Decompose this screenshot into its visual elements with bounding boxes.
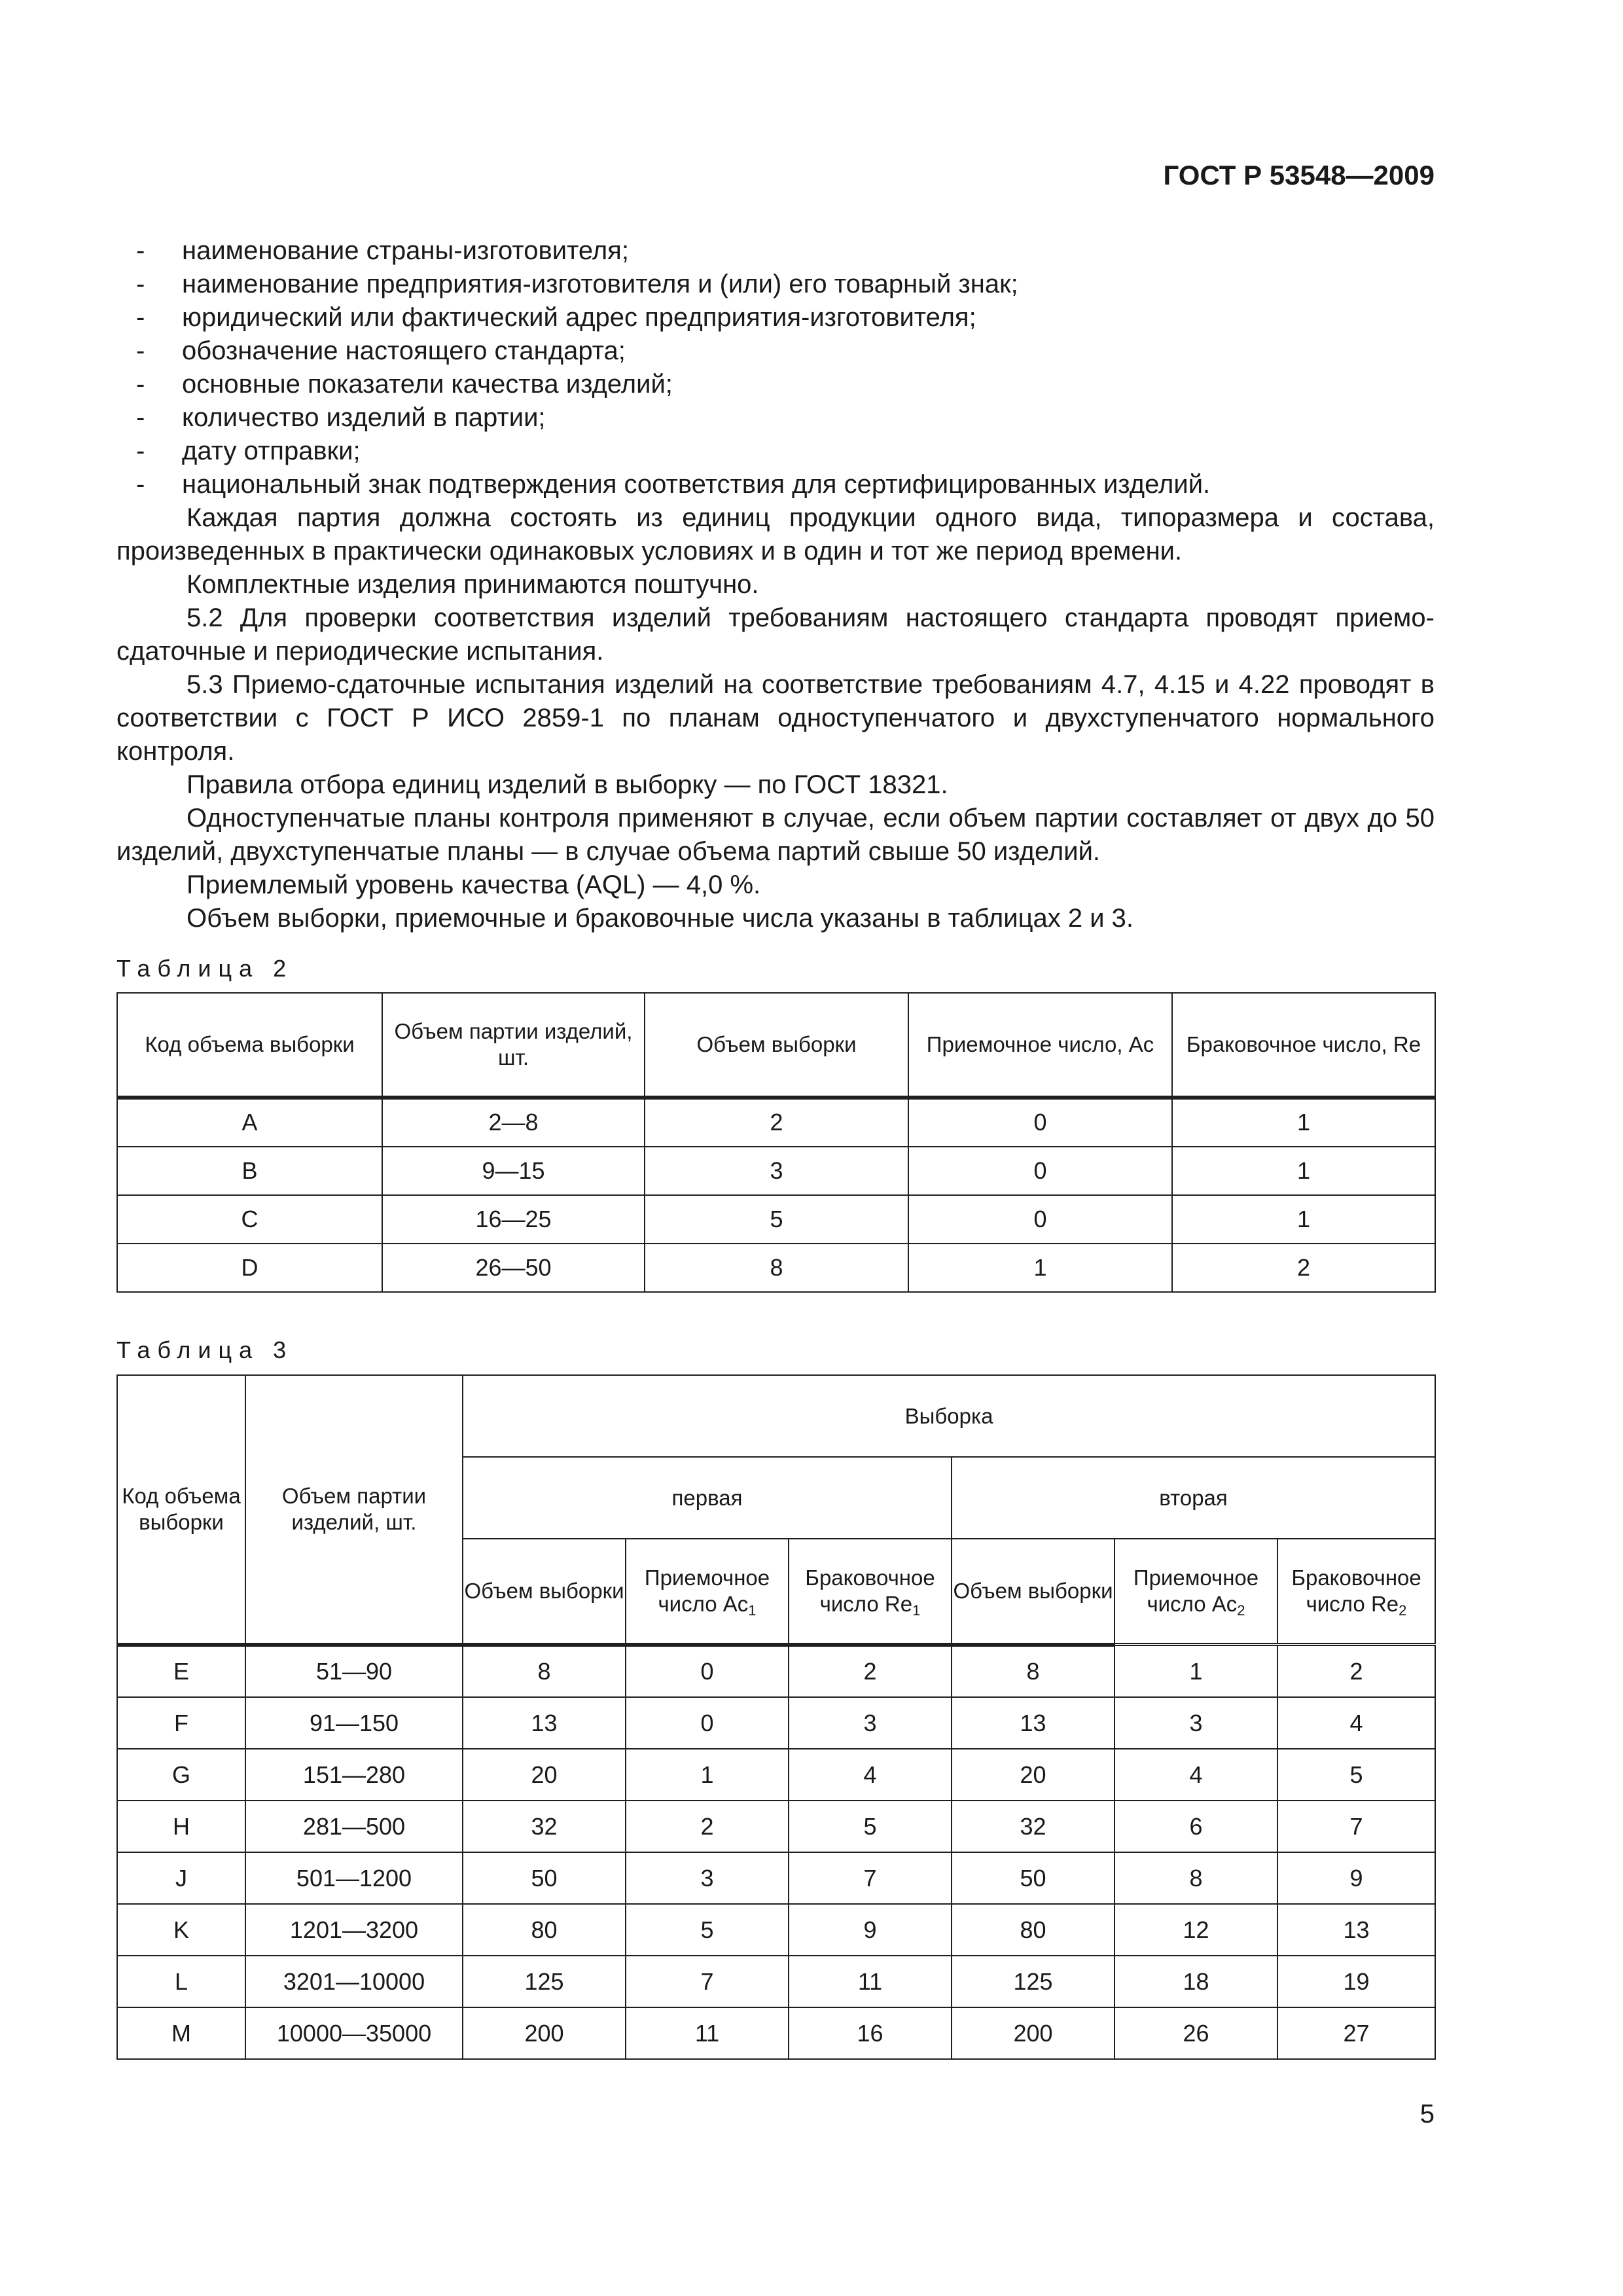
- table-cell: 6: [1115, 1801, 1277, 1852]
- table-2-header: Браковочное число, Re: [1172, 993, 1435, 1096]
- table-cell: 11: [626, 2007, 789, 2059]
- table-row: [117, 1801, 1435, 1852]
- table-cell: 8: [1115, 1852, 1277, 1904]
- table-cell: 0: [626, 1697, 789, 1749]
- list-item-text: наименование страны-изготовителя;: [182, 236, 629, 265]
- table-3-subheader: [789, 1539, 952, 1643]
- table-row: [117, 1645, 1435, 1697]
- table-cell: 3: [1115, 1697, 1277, 1749]
- table-cell: 19: [1277, 1956, 1435, 2007]
- table-cell: B: [117, 1147, 382, 1195]
- table-cell: 13: [952, 1697, 1115, 1749]
- bullet-mark: -: [136, 370, 145, 399]
- table-cell: 8: [463, 1645, 626, 1697]
- table-row: [117, 1904, 1435, 1956]
- table-2-header: Приемочное число, Ac: [908, 993, 1172, 1096]
- paragraph: Каждая партия должна состоять из единиц продукции одного вида, типоразмера и состава, произведенных в практически одинаковых условиях и в один и тот же период времени.: [116, 503, 1435, 565]
- table-cell: 281—500: [245, 1801, 463, 1852]
- table-3-code-header: Код объема выборки: [117, 1375, 245, 1643]
- table-2-caption: Таблица 2: [116, 955, 294, 982]
- table-cell: 1: [1172, 1147, 1435, 1195]
- table-cell: 3: [645, 1147, 908, 1195]
- subheader-text: Приемочное число Ac: [644, 1565, 770, 1616]
- table-cell: 2: [1172, 1244, 1435, 1292]
- table-3-header-row: [117, 1375, 1435, 1457]
- subheader-text: Браковочное число Re: [805, 1565, 935, 1616]
- bullet-mark: -: [136, 303, 145, 332]
- list-item-text: обозначение настоящего стандарта;: [182, 336, 626, 365]
- table-cell: K: [117, 1904, 245, 1956]
- table-row: [117, 1244, 1435, 1292]
- table-cell: 1: [908, 1244, 1172, 1292]
- table-cell: 5: [789, 1801, 952, 1852]
- list-item: [116, 301, 1435, 334]
- table-row: [117, 1098, 1435, 1147]
- list-item: [116, 468, 1435, 501]
- table-cell: 26: [1115, 2007, 1277, 2059]
- table-cell: A: [117, 1098, 382, 1147]
- table-cell: 20: [463, 1749, 626, 1801]
- table-3-sample-header: Выборка: [463, 1375, 1435, 1457]
- table-cell: 3: [626, 1852, 789, 1904]
- table-2-header: Объем выборки: [645, 993, 908, 1096]
- table-cell: 2—8: [382, 1098, 645, 1147]
- document-header: ГОСТ Р 53548—2009: [1163, 160, 1435, 190]
- table-cell: 11: [789, 1956, 952, 2007]
- table-cell: 8: [645, 1244, 908, 1292]
- table-cell: F: [117, 1697, 245, 1749]
- table-3-subheader: [1277, 1539, 1435, 1643]
- table-row: [117, 1147, 1435, 1195]
- body-text: [116, 234, 1435, 935]
- bullet-mark: -: [136, 236, 145, 265]
- table-cell: C: [117, 1195, 382, 1244]
- table-cell: 2: [626, 1801, 789, 1852]
- table-cell: 4: [1277, 1697, 1435, 1749]
- table-cell: 151—280: [245, 1749, 463, 1801]
- table-row: [117, 1697, 1435, 1749]
- table-3-subheader: Объем выборки: [463, 1539, 626, 1643]
- table-3-second-header: вторая: [952, 1457, 1435, 1539]
- table-3-subheader: [626, 1539, 789, 1643]
- list-item: [116, 368, 1435, 401]
- table-cell: 80: [463, 1904, 626, 1956]
- subheader-index: 1: [748, 1602, 757, 1619]
- table-cell: G: [117, 1749, 245, 1801]
- table-cell: 5: [645, 1195, 908, 1244]
- list-item-text: наименование предприятия-изготовителя и (или) его товарный знак;: [182, 270, 1018, 298]
- subheader-text: Браковочное число Re: [1291, 1566, 1421, 1616]
- list-item-text: национальный знак подтверждения соответствия для сертифицированных изделий.: [182, 470, 1211, 499]
- paragraph: 5.3 Приемо-сдаточные испытания изделий на соответствие требованиям 4.7, 4.15 и 4.22 проводят в соответствии с ГОСТ Р ИСО 2859-1 по планам одноступенчатого и двухступенчатого нормального контроля.: [116, 670, 1435, 766]
- table-cell: 3201—10000: [245, 1956, 463, 2007]
- table-cell: 32: [952, 1801, 1115, 1852]
- table-cell: 91—150: [245, 1697, 463, 1749]
- table-cell: 0: [908, 1147, 1172, 1195]
- paragraphs: [116, 501, 1435, 935]
- table-cell: 8: [952, 1645, 1115, 1697]
- bullet-mark: -: [136, 270, 145, 298]
- table-cell: L: [117, 1956, 245, 2007]
- table-row: [117, 1195, 1435, 1244]
- paragraph: 5.2 Для проверки соответствия изделий требованиям настоящего стандарта проводят приемо-сдаточные и периодические испытания.: [116, 603, 1435, 666]
- table-cell: 125: [463, 1956, 626, 2007]
- table-3-first-header: первая: [463, 1457, 952, 1539]
- table-cell: 80: [952, 1904, 1115, 1956]
- table-cell: 5: [626, 1904, 789, 1956]
- table-row: [117, 1956, 1435, 2007]
- table-cell: 2: [645, 1098, 908, 1147]
- table-cell: 1201—3200: [245, 1904, 463, 1956]
- table-cell: 200: [952, 2007, 1115, 2059]
- table-cell: 18: [1115, 1956, 1277, 2007]
- paragraph: Объем выборки, приемочные и браковочные числа указаны в таблицах 2 и 3.: [187, 904, 1134, 933]
- table-cell: J: [117, 1852, 245, 1904]
- table-cell: 9—15: [382, 1147, 645, 1195]
- table-cell: 5: [1277, 1749, 1435, 1801]
- table-2: [116, 992, 1436, 1293]
- table-row: [117, 1852, 1435, 1904]
- table-cell: 12: [1115, 1904, 1277, 1956]
- list-item-text: основные показатели качества изделий;: [182, 370, 673, 399]
- page-number: 5: [1419, 2100, 1435, 2128]
- table-cell: 200: [463, 2007, 626, 2059]
- table-cell: 32: [463, 1801, 626, 1852]
- table-cell: 0: [908, 1098, 1172, 1147]
- table-cell: D: [117, 1244, 382, 1292]
- paragraph: Приемлемый уровень качества (AQL) — 4,0 %.: [187, 870, 761, 899]
- list-item: [116, 401, 1435, 435]
- table-3-lot-header: Объем партии изделий, шт.: [245, 1375, 463, 1643]
- list-item-text: юридический или фактический адрес предприятия-изготовителя;: [182, 303, 976, 332]
- paragraph: Одноступенчатые планы контроля применяют в случае, если объем партии составляет от двух до 50 изделий, двухступенчатые планы — в случае объема партий свыше 50 изделий.: [116, 804, 1435, 866]
- table-row: [117, 2007, 1435, 2059]
- table-cell: 125: [952, 1956, 1115, 2007]
- subheader-index: 1: [912, 1602, 921, 1619]
- table-cell: 2: [789, 1645, 952, 1697]
- table-cell: 0: [908, 1195, 1172, 1244]
- table-cell: 50: [463, 1852, 626, 1904]
- list-item: [116, 435, 1435, 468]
- table-cell: 7: [626, 1956, 789, 2007]
- table-cell: 16: [789, 2007, 952, 2059]
- table-cell: 9: [789, 1904, 952, 1956]
- table-cell: 501—1200: [245, 1852, 463, 1904]
- list-item: [116, 334, 1435, 368]
- subheader-text: Приемочное число Ac: [1133, 1566, 1259, 1616]
- bullet-mark: -: [136, 403, 145, 432]
- table-cell: 9: [1277, 1852, 1435, 1904]
- table-row: [117, 1749, 1435, 1801]
- bullet-mark: -: [136, 336, 145, 365]
- table-cell: 7: [1277, 1801, 1435, 1852]
- table-cell: 16—25: [382, 1195, 645, 1244]
- table-cell: 4: [1115, 1749, 1277, 1801]
- table-cell: 27: [1277, 2007, 1435, 2059]
- table-cell: 13: [463, 1697, 626, 1749]
- paragraph: Правила отбора единиц изделий в выборку — по ГОСТ 18321.: [187, 770, 948, 799]
- table-cell: 7: [789, 1852, 952, 1904]
- table-cell: 51—90: [245, 1645, 463, 1697]
- subheader-index: 2: [1237, 1602, 1245, 1619]
- table-2-header: Объем партии изделий, шт.: [382, 993, 645, 1096]
- list-item: [116, 234, 1435, 268]
- subheader-index: 2: [1399, 1602, 1407, 1619]
- table-2-header: Код объема выборки: [117, 993, 382, 1096]
- bullet-mark: -: [136, 470, 145, 499]
- table-cell: 2: [1277, 1645, 1435, 1697]
- list-item-text: дату отправки;: [182, 437, 361, 465]
- table-cell: 13: [1277, 1904, 1435, 1956]
- table-3-subheader: [1115, 1539, 1277, 1643]
- table-cell: 1: [1115, 1645, 1277, 1697]
- list-item-text: количество изделий в партии;: [182, 403, 546, 432]
- table-cell: 1: [1172, 1098, 1435, 1147]
- table-3-subheader: Объем выборки: [952, 1539, 1115, 1643]
- table-cell: H: [117, 1801, 245, 1852]
- table-cell: 1: [1172, 1195, 1435, 1244]
- bullet-mark: -: [136, 437, 145, 465]
- table-cell: 1: [626, 1749, 789, 1801]
- table-cell: M: [117, 2007, 245, 2059]
- list-item: [116, 268, 1435, 301]
- table-3-caption: Таблица 3: [116, 1336, 294, 1363]
- table-cell: 50: [952, 1852, 1115, 1904]
- table-cell: 4: [789, 1749, 952, 1801]
- table-3: [116, 1374, 1436, 2060]
- table-cell: 0: [626, 1645, 789, 1697]
- paragraph: Комплектные изделия принимаются поштучно.: [187, 570, 759, 599]
- table-cell: 3: [789, 1697, 952, 1749]
- table-2-header-row: [117, 993, 1435, 1096]
- table-cell: E: [117, 1645, 245, 1697]
- table-cell: 20: [952, 1749, 1115, 1801]
- requirements-list: [116, 234, 1435, 501]
- table-cell: 10000—35000: [245, 2007, 463, 2059]
- table-cell: 26—50: [382, 1244, 645, 1292]
